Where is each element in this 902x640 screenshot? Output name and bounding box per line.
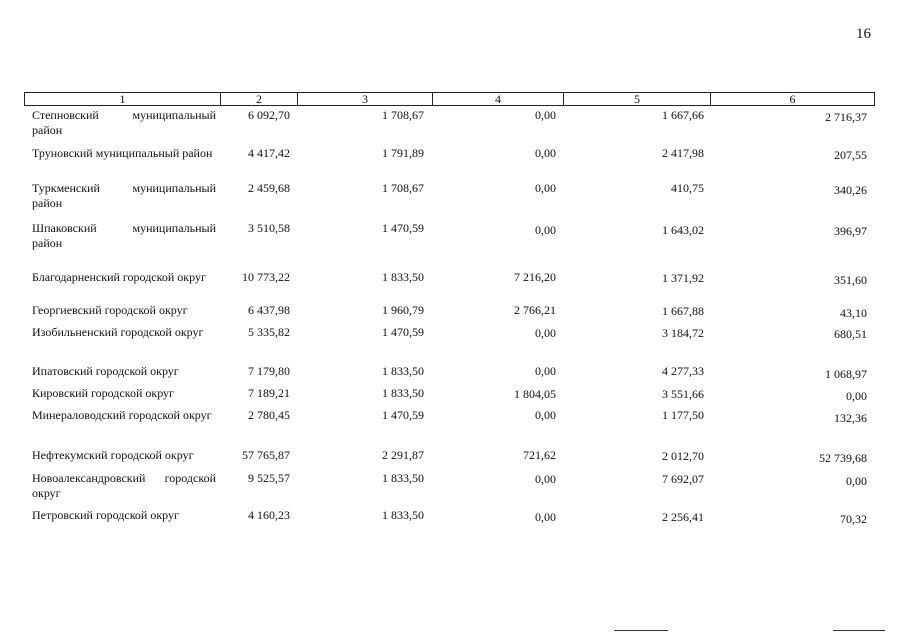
cell-col-3: 1 833,50 bbox=[382, 508, 424, 522]
row-name: Нефтекумский городской округ bbox=[32, 448, 194, 462]
cell-col-5: 1 667,88 bbox=[662, 304, 704, 318]
cell-col-4: 0,00 bbox=[535, 364, 556, 378]
cell-col-2: 4 160,23 bbox=[248, 508, 290, 522]
cell-col-4: 0,00 bbox=[535, 408, 556, 422]
cell-col-2: 4 417,42 bbox=[248, 146, 290, 160]
cell-col-3: 1 960,79 bbox=[382, 303, 424, 317]
cell-col-3: 1 470,59 bbox=[382, 325, 424, 339]
footer-rule-left bbox=[614, 630, 668, 631]
cell-col-5: 2 012,70 bbox=[662, 449, 704, 463]
cell-col-4: 1 804,05 bbox=[514, 387, 556, 401]
row-name: Георгиевский городской округ bbox=[32, 303, 188, 317]
cell-col-6: 0,00 bbox=[846, 474, 867, 488]
page-number: 16 bbox=[856, 26, 871, 42]
row-name: Ипатовский городской округ bbox=[32, 364, 179, 378]
header-col-6: 6 bbox=[789, 92, 796, 106]
row-name: Благодарненский городской округ bbox=[32, 270, 206, 284]
row-name: Минераловодский городской округ bbox=[32, 408, 212, 422]
cell-col-4: 7 216,20 bbox=[514, 270, 556, 284]
cell-col-5: 410,75 bbox=[671, 181, 704, 195]
cell-col-2: 6 437,98 bbox=[248, 303, 290, 317]
cell-col-3: 1 791,89 bbox=[382, 146, 424, 160]
cell-col-3: 1 708,67 bbox=[382, 181, 424, 195]
cell-col-3: 1 708,67 bbox=[382, 108, 424, 122]
cell-col-6: 396,97 bbox=[834, 224, 867, 238]
header-col-4: 4 bbox=[433, 93, 564, 105]
cell-col-6: 0,00 bbox=[846, 389, 867, 403]
cell-col-5: 3 184,72 bbox=[662, 326, 704, 340]
table-header bbox=[24, 92, 875, 106]
cell-col-4: 0,00 bbox=[535, 108, 556, 122]
cell-col-6: 52 739,68 bbox=[819, 451, 867, 465]
cell-col-5: 1 643,02 bbox=[662, 223, 704, 237]
cell-col-5: 2 417,98 bbox=[662, 146, 704, 160]
cell-col-2: 7 189,21 bbox=[248, 386, 290, 400]
cell-col-4: 0,00 bbox=[535, 146, 556, 160]
cell-col-6: 340,26 bbox=[834, 183, 867, 197]
cell-col-6: 2 716,37 bbox=[825, 110, 867, 124]
row-name: Изобильненский городской округ bbox=[32, 325, 204, 339]
footer-rule-right bbox=[833, 630, 885, 631]
cell-col-3: 2 291,87 bbox=[382, 448, 424, 462]
cell-col-3: 1 470,59 bbox=[382, 221, 424, 235]
cell-col-6: 351,60 bbox=[834, 273, 867, 287]
cell-col-2: 6 092,70 bbox=[248, 108, 290, 122]
header-col-1: 1 bbox=[25, 93, 221, 105]
cell-col-6: 1 068,97 bbox=[825, 367, 867, 381]
cell-col-2: 10 773,22 bbox=[242, 270, 290, 284]
row-name: Новоалександровский городской округ bbox=[32, 471, 216, 500]
cell-col-2: 9 525,57 bbox=[248, 471, 290, 485]
cell-col-4: 0,00 bbox=[535, 326, 556, 340]
cell-col-5: 1 371,92 bbox=[662, 271, 704, 285]
cell-col-2: 5 335,82 bbox=[248, 325, 290, 339]
cell-col-6: 70,32 bbox=[840, 512, 867, 526]
cell-col-2: 3 510,58 bbox=[248, 221, 290, 235]
cell-col-6: 43,10 bbox=[840, 306, 867, 320]
row-name: Труновский муниципальный район bbox=[32, 146, 213, 160]
row-name: Петровский городской округ bbox=[32, 508, 179, 522]
header-col-2: 2 bbox=[221, 93, 298, 105]
cell-col-3: 1 833,50 bbox=[382, 471, 424, 485]
cell-col-5: 1 667,66 bbox=[662, 108, 704, 122]
cell-col-3: 1 470,59 bbox=[382, 408, 424, 422]
cell-col-5: 4 277,33 bbox=[662, 364, 704, 378]
header-col-5: 5 bbox=[564, 93, 711, 105]
header-col-3: 3 bbox=[298, 93, 433, 105]
row-name: Кировский городской округ bbox=[32, 386, 174, 400]
cell-col-6: 680,51 bbox=[834, 327, 867, 341]
cell-col-4: 0,00 bbox=[535, 223, 556, 237]
cell-col-3: 1 833,50 bbox=[382, 364, 424, 378]
cell-col-6: 207,55 bbox=[834, 148, 867, 162]
row-name: Степновский муниципальный район bbox=[32, 108, 216, 137]
cell-col-4: 0,00 bbox=[535, 510, 556, 524]
cell-col-2: 2 780,45 bbox=[248, 408, 290, 422]
cell-col-5: 7 692,07 bbox=[662, 472, 704, 486]
cell-col-3: 1 833,50 bbox=[382, 270, 424, 284]
cell-col-2: 57 765,87 bbox=[242, 448, 290, 462]
cell-col-5: 2 256,41 bbox=[662, 510, 704, 524]
cell-col-5: 3 551,66 bbox=[662, 387, 704, 401]
cell-col-6: 132,36 bbox=[834, 411, 867, 425]
cell-col-4: 0,00 bbox=[535, 181, 556, 195]
cell-col-5: 1 177,50 bbox=[662, 408, 704, 422]
cell-col-2: 2 459,68 bbox=[248, 181, 290, 195]
row-name: Туркменский муниципальный район bbox=[32, 181, 216, 210]
row-name: Шпаковский муниципальный район bbox=[32, 221, 216, 250]
cell-col-2: 7 179,80 bbox=[248, 364, 290, 378]
cell-col-4: 0,00 bbox=[535, 472, 556, 486]
cell-col-4: 2 766,21 bbox=[514, 303, 556, 317]
cell-col-4: 721,62 bbox=[523, 448, 556, 462]
cell-col-3: 1 833,50 bbox=[382, 386, 424, 400]
